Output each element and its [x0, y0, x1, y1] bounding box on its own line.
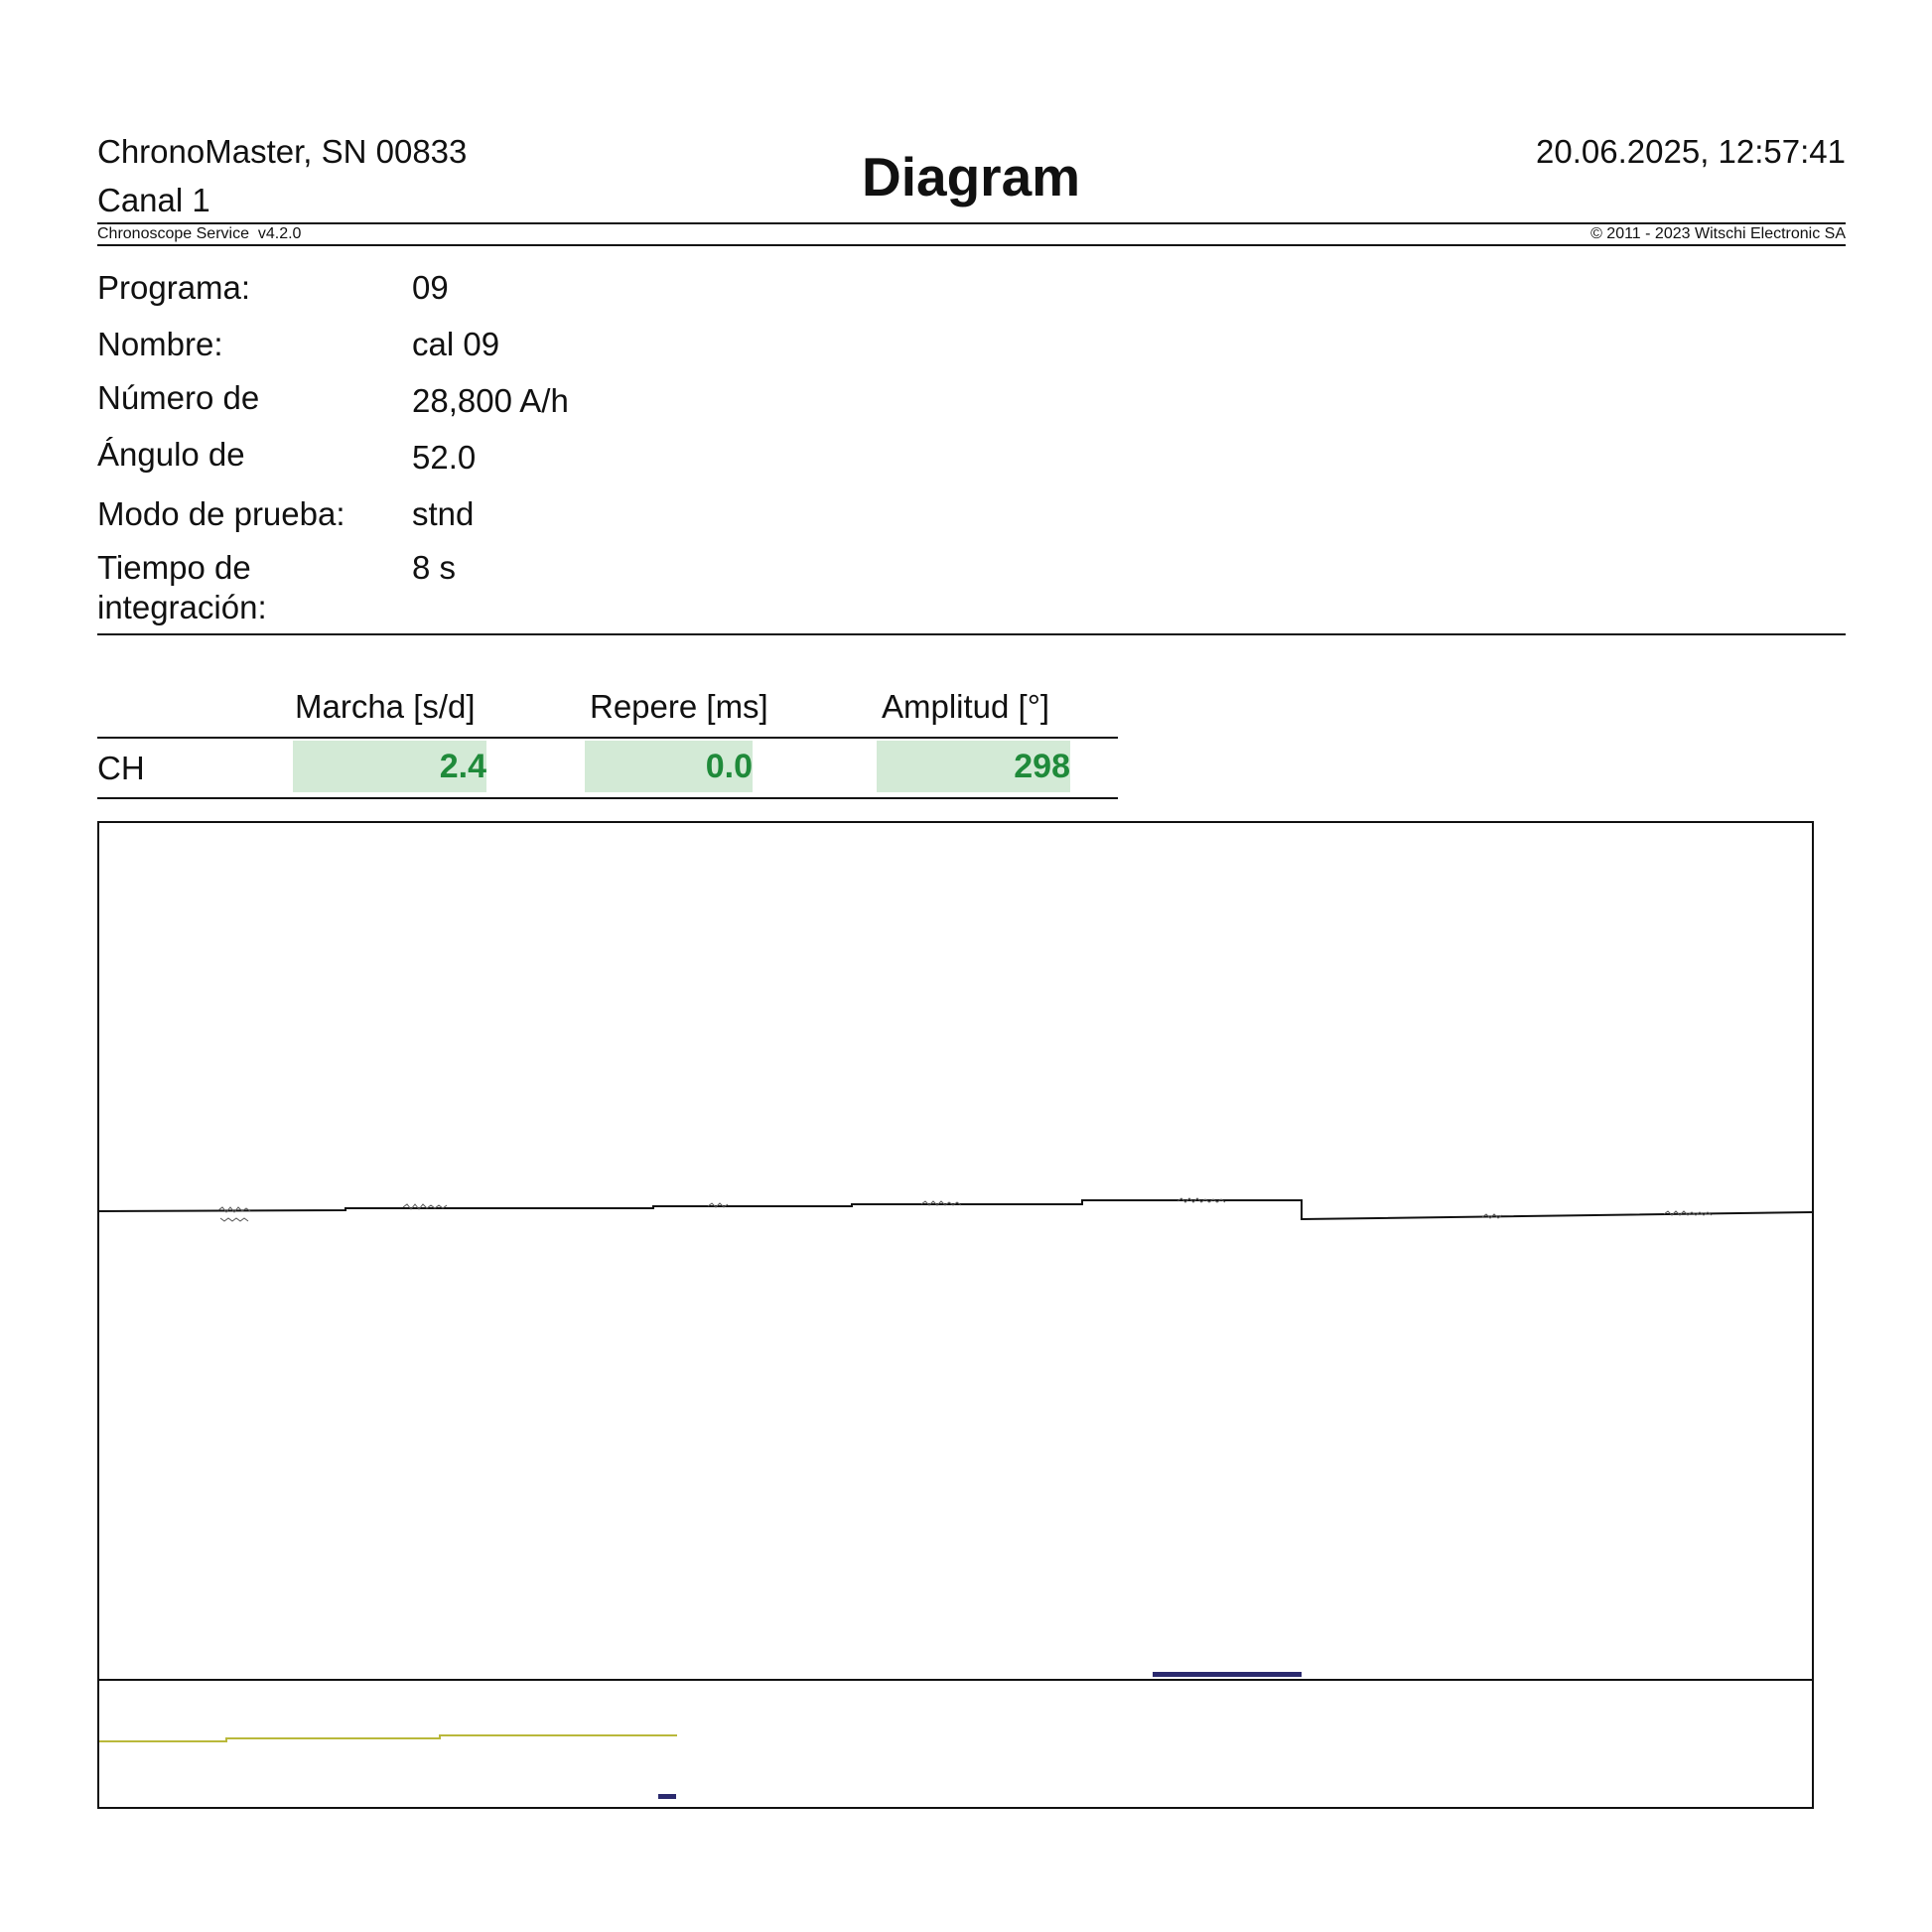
page-title: Diagram [862, 146, 1081, 207]
result-cell-rate [293, 741, 486, 792]
param-label-lift-angle: Ángulo de [97, 436, 245, 473]
col-header-rate: Marcha [s/d] [295, 688, 476, 725]
channel-label: Canal 1 [97, 182, 210, 218]
param-label-test-mode: Modo de prueba: [97, 495, 345, 532]
beat-marker-bar [1153, 1672, 1302, 1677]
results-top-rule [97, 737, 1118, 739]
timing-diagram [97, 821, 1814, 1809]
results-bottom-rule [97, 797, 1118, 799]
param-value-program: 09 [412, 269, 449, 306]
result-cell-amplitude [877, 741, 1070, 792]
diagram-frame [98, 822, 1813, 1808]
col-header-beat-error: Repere [ms] [590, 688, 768, 725]
software-version: Chronoscope Service v4.2.0 [97, 225, 302, 242]
param-label-beat-rate: Número de [97, 379, 260, 416]
result-value-beat-error: 0.0 [705, 747, 753, 785]
result-value-rate: 2.4 [439, 747, 486, 785]
param-value-name: cal 09 [412, 326, 500, 362]
result-value-amplitude: 298 [1014, 747, 1070, 785]
device-name: ChronoMaster, SN 00833 [97, 133, 468, 170]
params-bottom-rule [97, 633, 1846, 635]
col-header-amplitude: Amplitud [°] [882, 688, 1050, 725]
amplitude-marker [658, 1794, 676, 1799]
param-label-program: Programa: [97, 269, 251, 306]
param-value-integration-time: 8 s [412, 549, 457, 586]
copyright: © 2011 - 2023 Witschi Electronic SA [1590, 225, 1846, 242]
param-value-beat-rate: 28,800 A/h [412, 382, 569, 419]
param-value-test-mode: stnd [412, 495, 475, 532]
result-cell-beat-error [585, 741, 753, 792]
param-label-integration-time: Tiempo de integración: [97, 549, 267, 625]
param-value-lift-angle: 52.0 [412, 439, 477, 476]
header-top-rule [97, 222, 1846, 224]
header-bottom-rule [97, 244, 1846, 246]
param-label-name: Nombre: [97, 326, 223, 362]
results-row-label: CH [97, 750, 145, 786]
report-datetime: 20.06.2025, 12:57:41 [1536, 133, 1846, 170]
